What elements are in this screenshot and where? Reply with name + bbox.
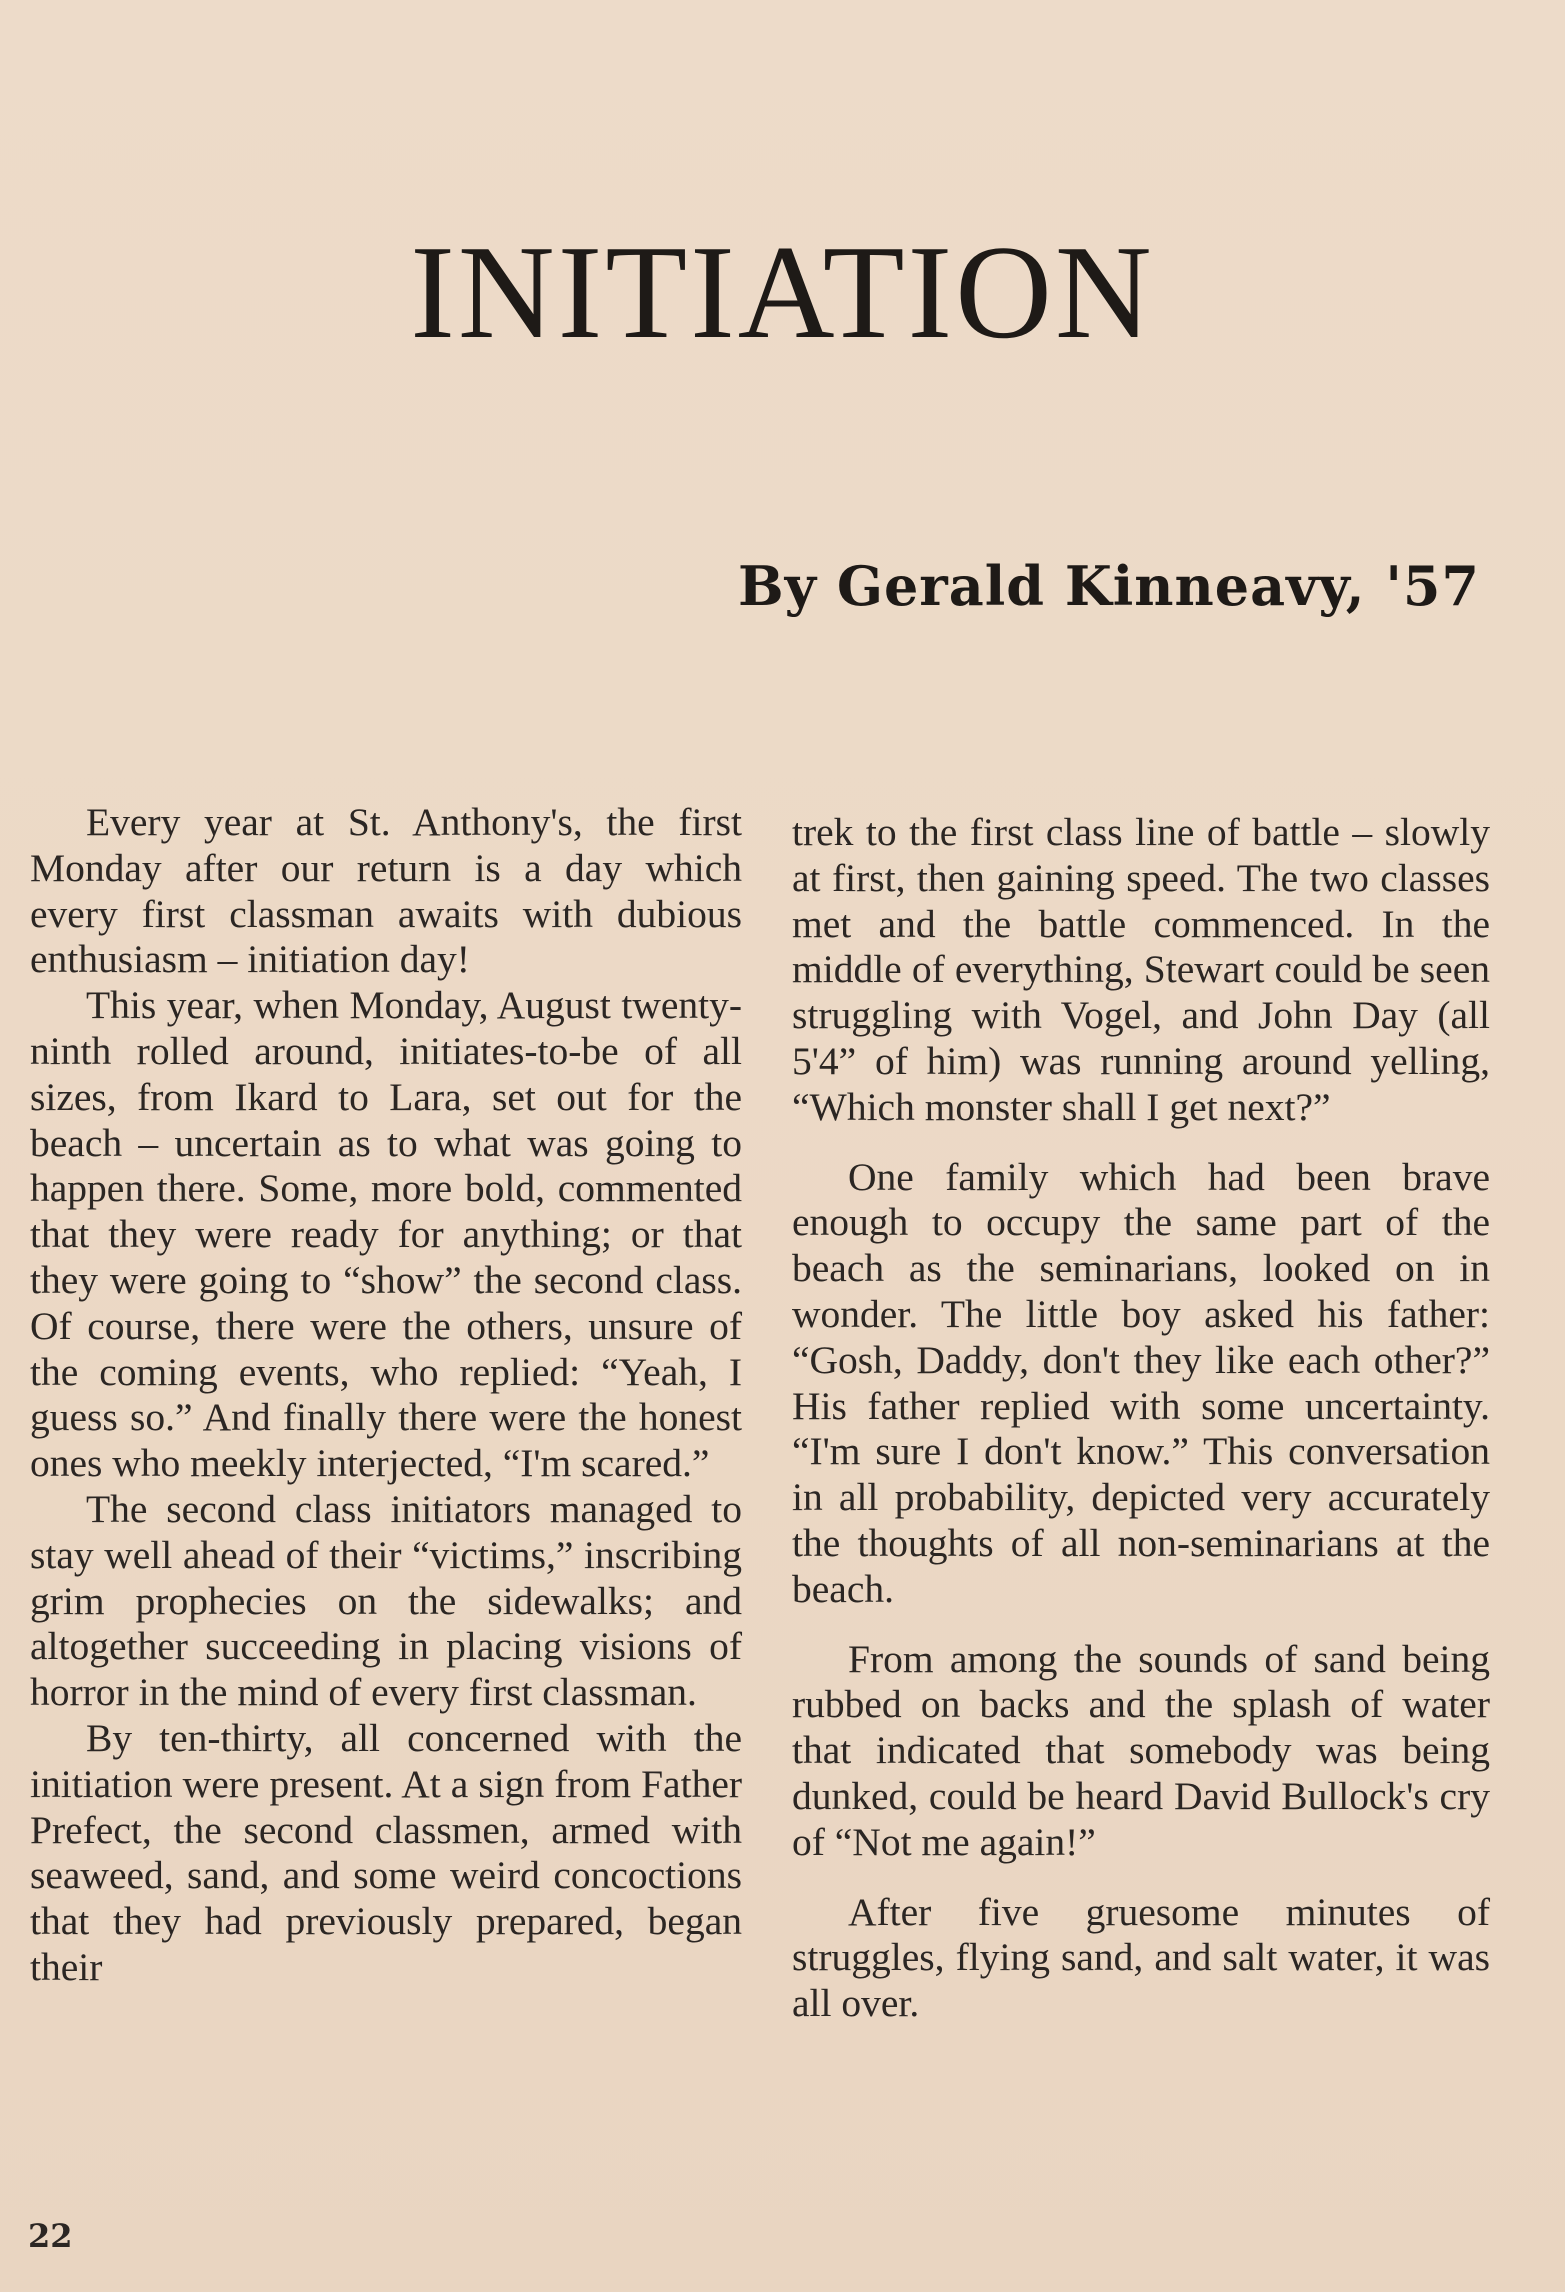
paragraph: This year, when Monday, August twenty-ninth rolled around, initiates-to-be of all sizes, from Ikard to Lara, set out for the beach – uncertain as to what was going to happen there. Some, more bold, commented that they were ready for anything; or that they were going to “show” the second class. Of course, there were the others, unsure of the coming events, who replied: “Yeah, I guess so.” And finally there were the honest ones who meekly interjected, “I'm scared.”	[30, 983, 742, 1486]
paragraph: Every year at St. Anthony's, the first Monday after our return is a day which every first classman awaits with dubious enthusiasm – initiation day!	[30, 800, 742, 982]
paragraph-continued: trek to the first class line of battle – slowly at first, then gaining speed. The two classes met and the battle commenced. In the middle of everything, Stewart could be seen struggling with Vogel, and John Day (all 5'4” of him) was running around yelling, “Which monster shall I get next?”	[792, 810, 1490, 1129]
article-title: INITIATION	[410, 218, 1155, 366]
paragraph: From among the sounds of sand being rubbed on backs and the splash of water that indicated that somebody was being dunked, could be heard David Bullock's cry of “Not me again!”	[792, 1636, 1490, 1864]
paragraph: After five gruesome minutes of struggles, flying sand, and salt water, it was all over.	[792, 1889, 1490, 2026]
paragraph: By ten-thirty, all concerned with the initiation were present. At a sign from Father Prefect, the second classmen, armed with seaweed, sand, and some weird concoctions that they had previously prepared, began their	[30, 1715, 742, 1989]
paragraph: One family which had been brave enough to occupy the same part of the beach as the seminarians, looked on in wonder. The little boy asked his father: “Gosh, Daddy, don't they like each other?” His father replied with some uncertainty. “I'm sure I don't know.” This conversation in all probability, depicted very accurately the thoughts of all non-seminarians at the beach.	[792, 1154, 1490, 1611]
paragraph: The second class initiators managed to stay well ahead of their “victims,” inscribing grim prophecies on the sidewalks; and altogether succeeding in placing visions of horror in the mind of every first classman.	[30, 1486, 742, 1715]
left-column	[30, 800, 742, 1991]
page-number: 22	[28, 2217, 73, 2255]
right-column	[792, 810, 1490, 2027]
article-byline: By Gerald Kinneavy, '57	[738, 554, 1480, 618]
